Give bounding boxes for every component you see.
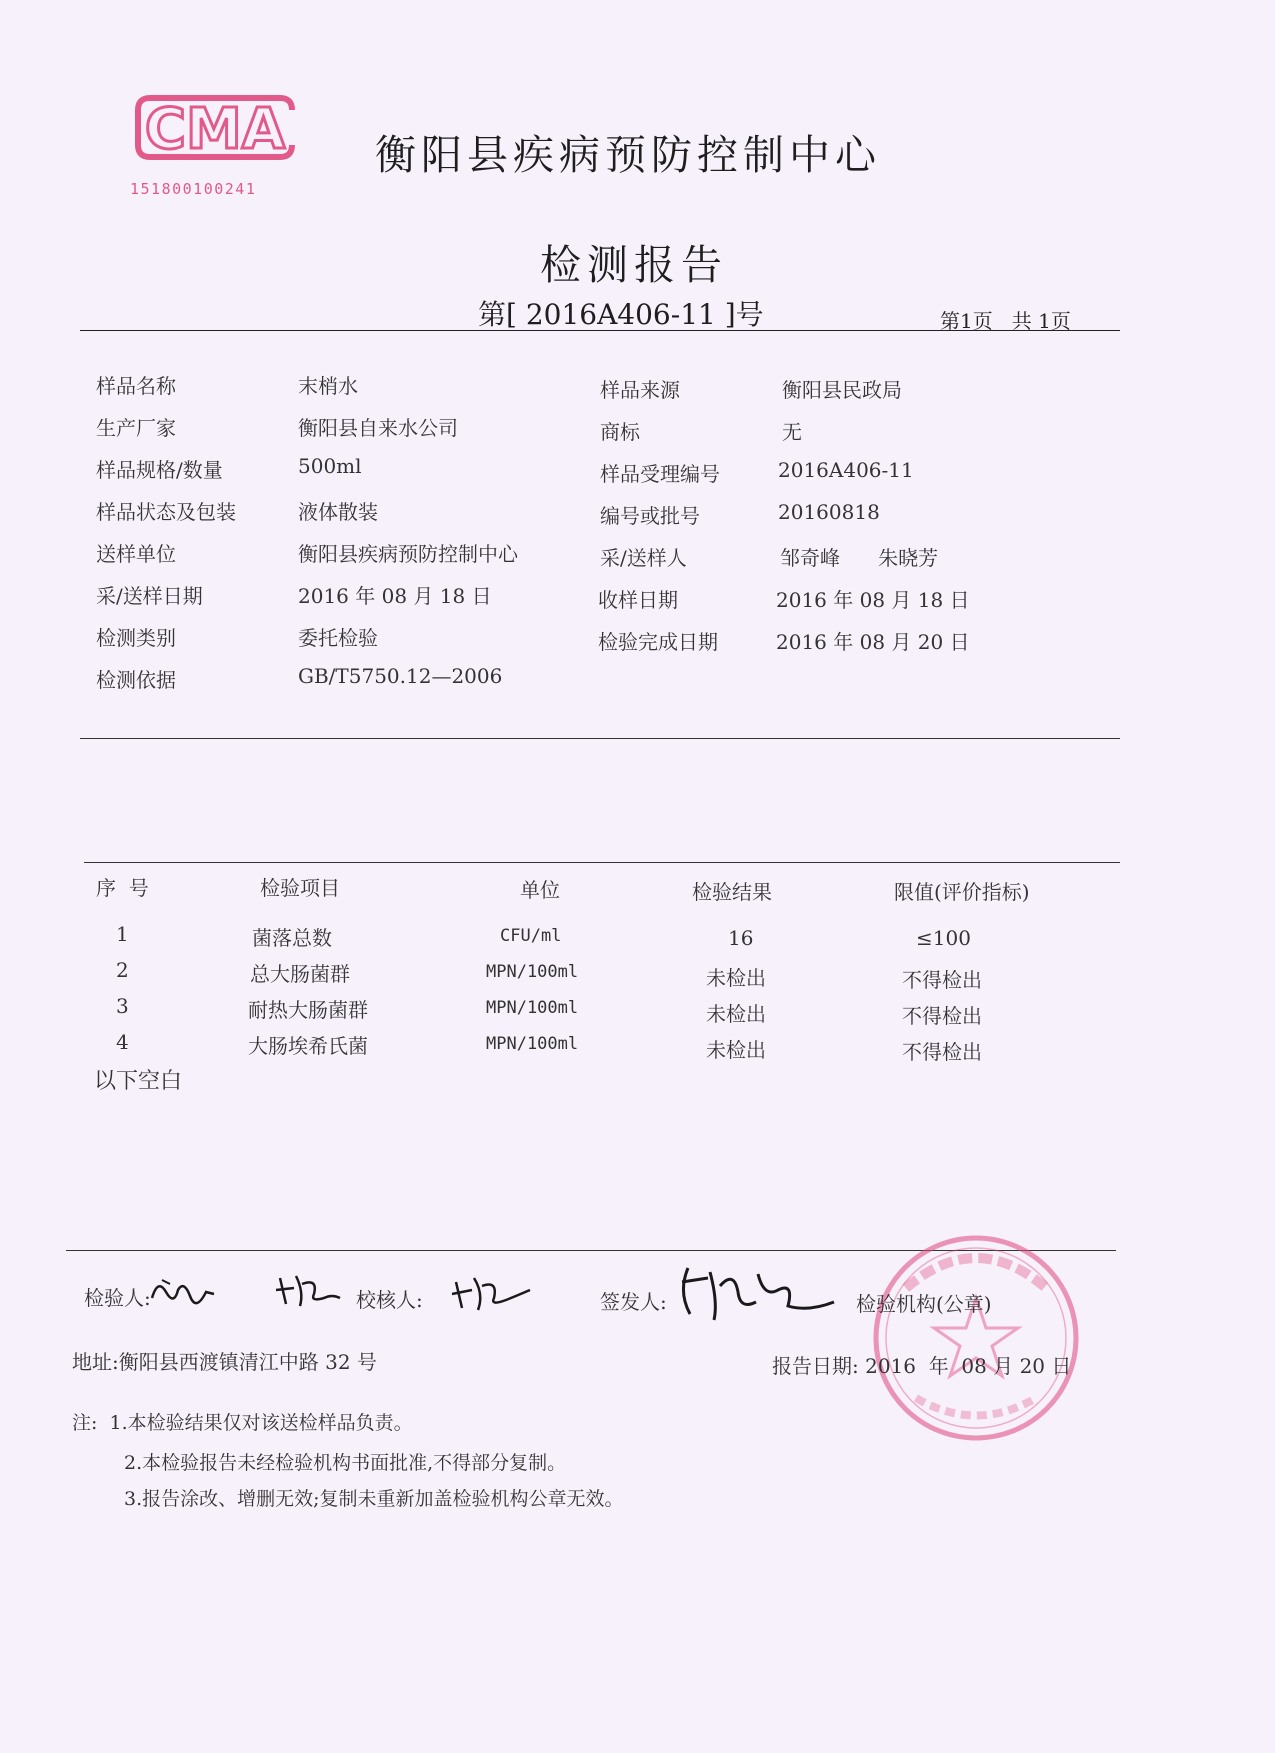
col-header-result: 检验结果 [692,880,772,904]
col-header-no: 序 号 [96,876,149,900]
table-row-4-no: 4 [116,1030,129,1054]
test-basis-label: 检测依据 [96,668,176,692]
checker-label: 校核人: [356,1288,423,1312]
state-packaging-value: 液体散装 [298,500,378,524]
col-header-unit: 单位 [520,878,560,902]
table-row-3-result: 未检出 [706,1002,766,1026]
note-2: 2.本检验报告未经检验机构书面批准,不得部分复制。 [124,1452,567,1474]
test-category-value: 委托检验 [298,626,378,650]
svg-text:CMA: CMA [144,97,286,162]
institution-seal-label: 检验机构(公章) [856,1292,992,1316]
report-number: 第[ 2016A406-11 ]号 [478,298,764,331]
sample-name-value: 末梢水 [298,374,358,398]
table-row-2-item: 总大肠菌群 [250,962,350,986]
note-1: 注: 1.本检验结果仅对该送检样品负责。 [72,1412,413,1434]
header-divider [80,330,1120,331]
checker-signature [450,1270,534,1314]
table-row-2-limit: 不得检出 [902,968,982,992]
batch-no-label: 编号或批号 [600,504,700,528]
sampling-date-label: 采/送样日期 [96,584,203,608]
completion-date-value: 2016 年 08 月 20 日 [776,630,970,654]
table-row-3-item: 耐热大肠菌群 [248,998,368,1022]
table-row-1-result: 16 [728,926,754,950]
acceptance-no-value: 2016A406-11 [778,458,914,482]
table-row-1-unit: CFU/ml [500,926,562,946]
test-category-label: 检测类别 [96,626,176,650]
inspector-signature [148,1270,218,1310]
acceptance-no-label: 样品受理编号 [600,462,720,486]
issuer-label: 签发人: [600,1290,667,1314]
submitting-unit-value: 衡阳县疾病预防控制中心 [298,542,518,566]
sampling-date-value: 2016 年 08 月 18 日 [298,584,492,608]
sample-source-value: 衡阳县民政局 [782,378,902,402]
address: 地址:衡阳县西渡镇清江中路 32 号 [72,1350,377,1374]
inspector-signature-2 [274,1268,346,1312]
state-packaging-label: 样品状态及包装 [96,500,236,524]
table-row-4-result: 未检出 [706,1038,766,1062]
table-row-4-unit: MPN/100ml [486,1034,579,1054]
test-basis-value: GB/T5750.12—2006 [298,664,503,688]
table-row-2-no: 2 [116,958,129,982]
table-row-4-limit: 不得检出 [902,1040,982,1064]
trademark-label: 商标 [600,420,640,444]
sample-name-label: 样品名称 [96,374,176,398]
table-row-4-item: 大肠埃希氏菌 [248,1034,368,1058]
table-row-1-item: 菌落总数 [252,926,332,950]
table-row-2-unit: MPN/100ml [486,962,579,982]
completion-date-label: 检验完成日期 [598,630,718,654]
col-header-item: 检验项目 [260,876,340,900]
table-row-1-limit: ≤100 [916,926,971,950]
report-date: 报告日期: 2016 年 08 月 20 日 [772,1354,1072,1378]
spec-quantity-value: 500ml [298,454,362,478]
blank-below-note: 以下空白 [94,1069,183,1094]
cma-logo [130,90,300,165]
inspector-label: 检验人: [84,1286,151,1310]
cma-code: 151800100241 [130,180,257,198]
note-3: 3.报告涂改、增删无效;复制未重新加盖检验机构公章无效。 [124,1488,624,1510]
submitting-unit-label: 送样单位 [96,542,176,566]
sample-source-label: 样品来源 [600,378,680,402]
page-info: 第1页 共 1页 [940,309,1071,333]
official-seal [866,1228,1086,1448]
receipt-date-value: 2016 年 08 月 18 日 [776,588,970,612]
sampler-label: 采/送样人 [600,546,687,570]
batch-no-value: 20160818 [778,500,880,524]
spec-quantity-label: 样品规格/数量 [96,458,223,482]
table-row-3-limit: 不得检出 [902,1004,982,1028]
manufacturer-value: 衡阳县自来水公司 [298,416,458,440]
table-row-1-no: 1 [116,922,129,946]
issuer-signature [668,1262,838,1324]
manufacturer-label: 生产厂家 [96,416,176,440]
organization-name: 衡阳县疾病预防控制中心 [375,131,881,179]
receipt-date-label: 收样日期 [598,588,678,612]
col-header-limit: 限值(评价指标) [894,880,1030,904]
table-row-3-no: 3 [116,994,129,1018]
table-top-divider [84,862,1120,863]
table-row-2-result: 未检出 [706,966,766,990]
table-row-3-unit: MPN/100ml [486,998,579,1018]
sampler-value: 邹奇峰 朱晓芳 [780,546,939,570]
info-divider [80,738,1120,739]
trademark-value: 无 [782,420,802,444]
report-title: 检测报告 [540,241,728,289]
